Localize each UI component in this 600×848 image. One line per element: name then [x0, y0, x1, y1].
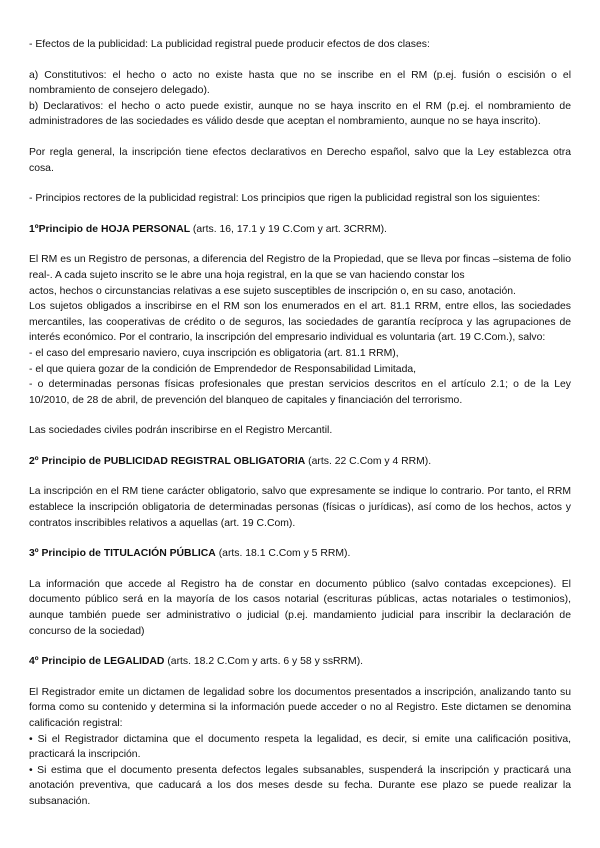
principle-2-refs: (arts. 22 C.Com y 4 RRM). [305, 455, 432, 467]
principle-1-refs: (arts. 16, 17.1 y 19 C.Com y art. 3CRRM). [190, 223, 387, 235]
principle-1-bullet-1: - el caso del empresario naviero, cuya inscripción es obligatoria (art. 81.1 RRM), [29, 347, 399, 359]
principle-3-paragraph-1: La información que accede al Registro ha de constar en documento público (salvo contadas excepciones). El documento público será en la mayoría de los casos notarial (escrituras públicas, actas notariales o testimonios), aunque también puede ser administrativo o judicial (p.ej. mandamiento judicial para inscribir la declaración de concurso de la sociedad) [29, 578, 571, 637]
principle-4-refs: (arts. 18.2 C.Com y arts. 6 y 58 y ssRRM). [164, 656, 364, 668]
principle-2-name: PUBLICIDAD REGISTRAL OBLIGATORIA [103, 455, 306, 467]
principle-1-paragraph-1: El RM es un Registro de personas, a diferencia del Registro de la Propiedad, que se lleva por fincas –sistema de folio real-. A cada sujeto inscrito se le abre una hoja registral, en la que se van haciendo constar los [29, 254, 571, 281]
principle-4-paragraph-1: El Registrador emite un dictamen de legalidad sobre los documentos presentados a inscripción, analizando tanto su forma como su contenido y determina si la información puede acceder o no al Registro. Este dictamen se denomina calificación registral: [29, 686, 571, 729]
principle-3-label: 3º Principio de [29, 548, 104, 560]
principle-1-bullet-2: - el que quiera gozar de la condición de Emprendedor de Responsabilidad Limitada, [29, 363, 417, 375]
principle-1-heading [29, 222, 571, 238]
principle-2-paragraph-1: La inscripción en el RM tiene carácter obligatorio, salvo que expresamente se indique lo contrario. Por tanto, el RRM establece la inscripción obligatoria de determinadas personas (físicas o jurídicas), así como de los hechos, actos y contratos inscribibles relativos a aquellas (art. 19 C.Com). [29, 486, 571, 529]
effects-title: - Efectos de la publicidad: La publicidad registral puede producir efectos de dos clases: [29, 39, 430, 50]
principle-1-name: HOJA PERSONAL [100, 223, 191, 235]
principle-3-name: TITULACIÓN PÚBLICA [103, 548, 216, 560]
document-page [29, 37, 571, 810]
principle-3-heading [29, 546, 571, 562]
constitutive-effects: a) Constitutivos: el hecho o acto no existe hasta que no se inscribe en el RM (p.ej. fusión o escisión o el nombramiento de consejero delegado). [29, 69, 571, 97]
principle-4-name: LEGALIDAD [103, 656, 165, 668]
principle-1-bullet-3: - o determinadas personas físicas profesionales que prestan servicios descritos en el artículo 2.1; o de la Ley 10/2010, de 28 de abril, de prevención del blanqueo de capitales y financiación del terrorismo. [29, 379, 571, 406]
principle-4-bullet-2: • Si estima que el documento presenta defectos legales subsanables, suspenderá la inscripción y practicará una anotación preventiva, que caducará a los dos meses desde su fecha. Durante ese plazo se puede realizar la subsanación. [29, 764, 571, 807]
declarative-effects: b) Declarativos: el hecho o acto puede existir, aunque no se haya inscrito en el RM (p.ej. el nombramiento de administradores de las sociedades es válido desde que aceptan el nombramiento, aunque no se haya inscrito). [29, 100, 571, 128]
civil-societies-note: Las sociedades civiles podrán inscribirse en el Registro Mercantil. [29, 425, 333, 437]
principles-intro: - Principios rectores de la publicidad registral: Los principios que rigen la publicidad registral son los siguientes: [29, 193, 541, 205]
principle-1-label: 1ºPrincipio de [29, 223, 101, 235]
principle-4-heading [29, 654, 571, 670]
principle-2-heading [29, 454, 571, 470]
principle-2-label: 2º Principio de [29, 455, 104, 467]
principle-1-paragraph-2: actos, hechos o circunstancias relativas a ese sujeto susceptibles de inscripción o, en su caso, anotación. [29, 285, 516, 297]
principle-3-refs: (arts. 18.1 C.Com y 5 RRM). [215, 548, 351, 560]
principle-4-bullet-1: • Si el Registrador dictamina que el documento respeta la legalidad, es decir, si emite una calificación positiva, practicará la inscripción. [29, 733, 571, 761]
principle-4-label: 4º Principio de [29, 656, 104, 668]
principle-1-paragraph-3: Los sujetos obligados a inscribirse en el RM son los enumerados en el art. 81.1 RRM, entre ellos, las sociedades mercantiles, las cooperativas de crédito o de seguros, las sociedades de garantía recíproca y las agrupaciones de interés económico. Por el contrario, la inscripción del empresario individual es voluntaria (art. 19 C.Com.), salvo: [29, 301, 571, 344]
general-rule: Por regla general, la inscripción tiene efectos declarativos en Derecho español, salvo que la Ley establezca otra cosa. [29, 146, 571, 174]
